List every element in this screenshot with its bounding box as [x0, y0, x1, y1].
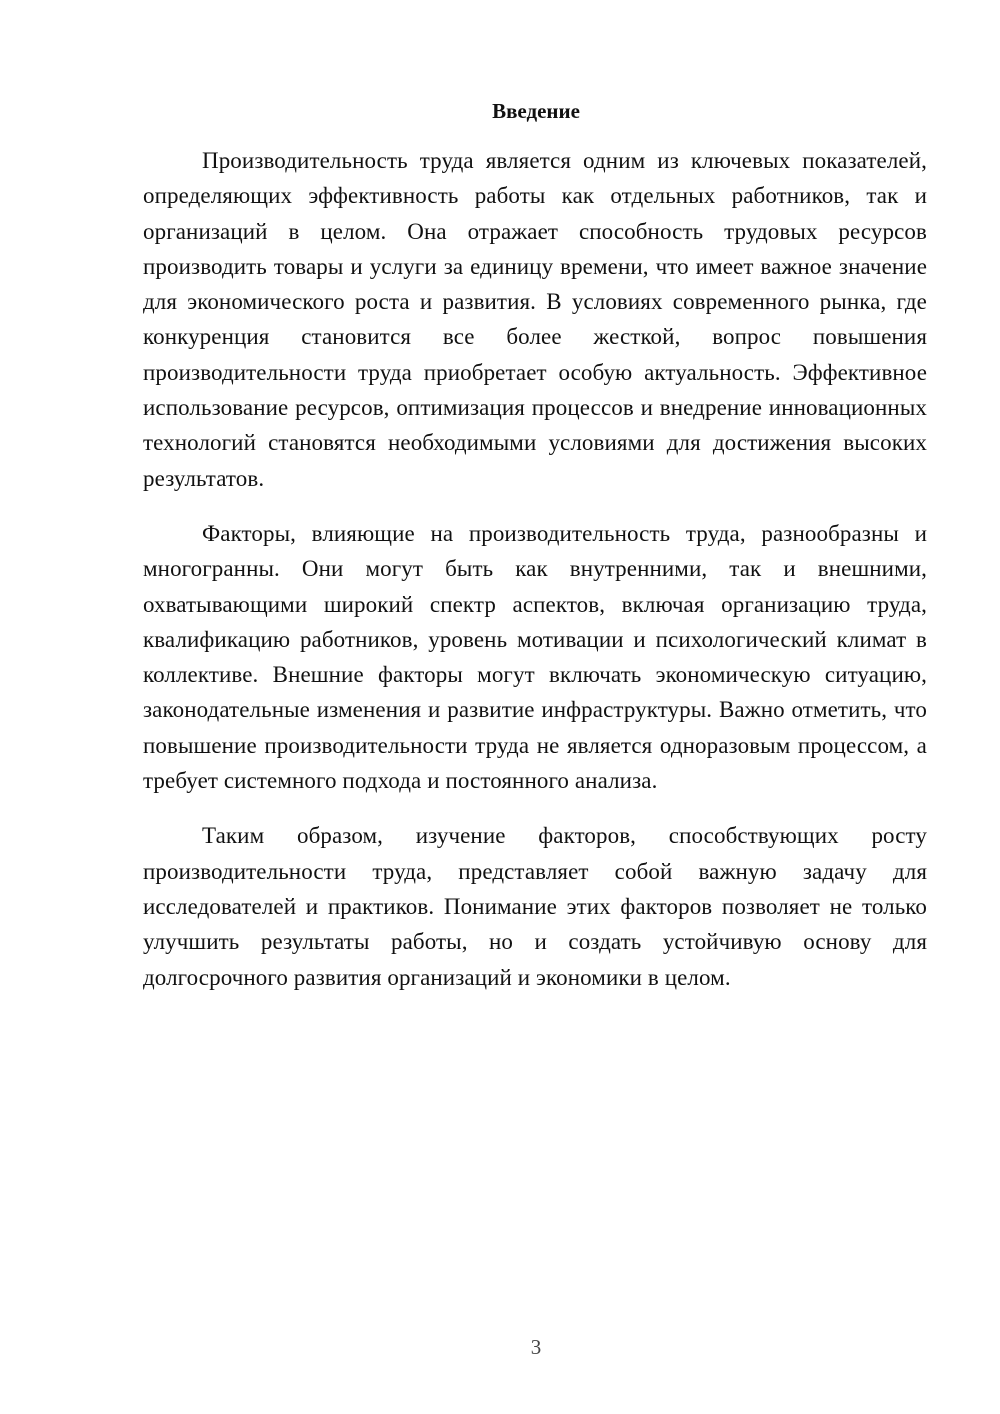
paragraph-1: Производительность труда является одним из ключевых показателей, определяющих эффективность работы как отдельных работников, так и организаций в целом. Она отражает способность трудовых ресурсов производить товары и услуги за единицу времени, что имеет важное значение для экономического роста и развития. В условиях современного рынка, где конкуренция становится все более жесткой, вопрос повышения производительности труда приобретает особую актуальность. Эффективное использование ресурсов, оптимизация процессов и внедрение инновационных технологий становятся необходимыми условиями для достижения высоких результатов.	[143, 148, 927, 491]
paragraph-3: Таким образом, изучение факторов, способствующих росту производительности труда, представляет собой важную задачу для исследователей и практиков. Понимание этих факторов позволяет не только улучшить результаты работы, но и создать устойчивую основу для долгосрочного развития организаций и экономики в целом.	[143, 823, 927, 990]
paragraph-2: Факторы, влияющие на производительность труда, разнообразны и многогранны. Они могут быть как внутренними, так и внешними, охватывающими широкий спектр аспектов, включая организацию труда, квалификацию работников, уровень мотивации и психологический климат в коллективе. Внешние факторы могут включать экономическую ситуацию, законодательные изменения и развитие инфраструктуры. Важно отметить, что повышение производительности труда не является одноразовым процессом, а требует системного подхода и постоянного анализа.	[143, 520, 927, 794]
body-text	[143, 143, 927, 995]
page-title: Введение	[492, 99, 580, 123]
page-number: 3	[530, 1335, 542, 1359]
